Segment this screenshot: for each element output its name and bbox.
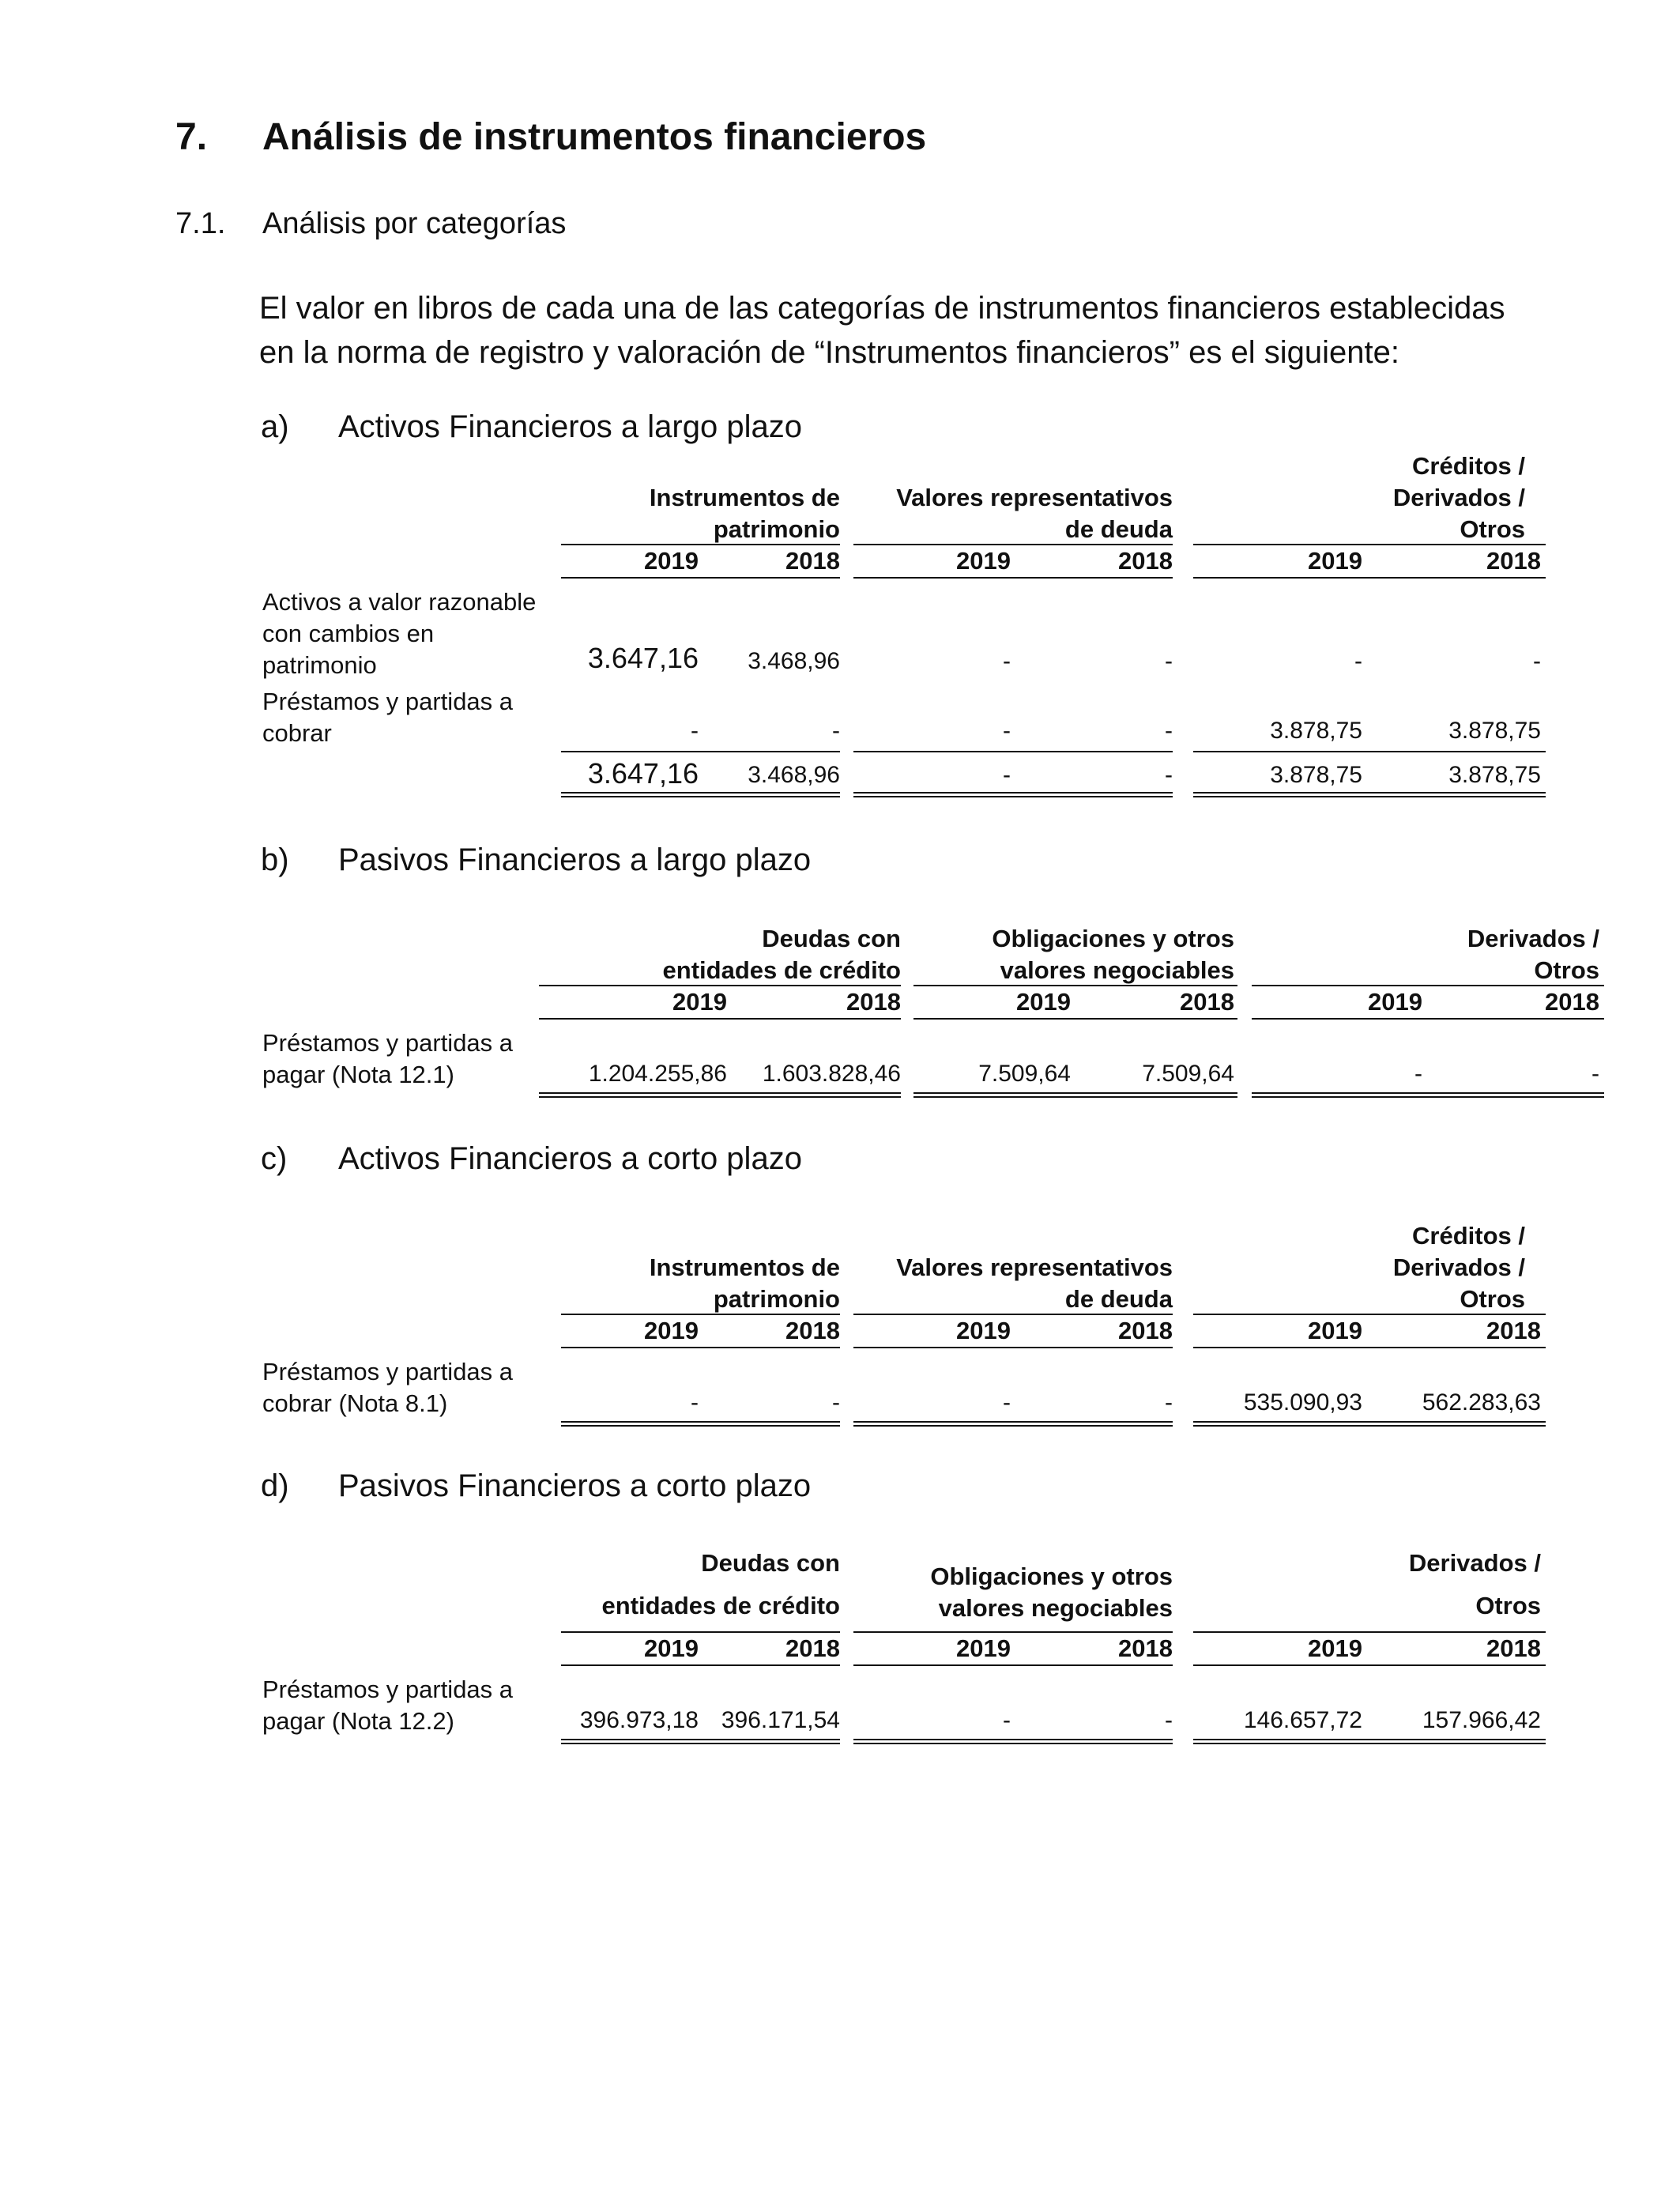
header-line: Obligaciones y otros bbox=[930, 1563, 1173, 1590]
subsection-number: 7.1. bbox=[175, 207, 226, 240]
year-header: 2019 bbox=[1016, 988, 1071, 1016]
subsection-title: Análisis por categorías bbox=[262, 207, 567, 240]
total-cell: 3.878,75 bbox=[1270, 762, 1362, 788]
table-c-group-2-header bbox=[896, 1252, 1173, 1315]
year-header: 2018 bbox=[846, 988, 901, 1016]
year-header: 2018 bbox=[1486, 1317, 1541, 1344]
table-cell: - bbox=[1003, 1389, 1011, 1416]
table-b-group-3-header bbox=[1467, 923, 1599, 986]
section-number: 7. bbox=[175, 116, 208, 158]
header-line: patrimonio bbox=[713, 515, 840, 543]
header-line: entidades de crédito bbox=[601, 1592, 840, 1619]
header-line: valores negociables bbox=[938, 1594, 1173, 1622]
header-line: Valores representativos bbox=[896, 484, 1173, 511]
table-d-letter: d) bbox=[261, 1468, 289, 1503]
table-cell: - bbox=[1003, 718, 1011, 744]
table-cell: - bbox=[1414, 1061, 1422, 1087]
intro-line-2: en la norma de registro y valoración de “Instrumentos financieros” es el siguiente: bbox=[259, 335, 1399, 370]
table-cell: - bbox=[691, 718, 699, 744]
table-a-title: Activos Financieros a largo plazo bbox=[338, 409, 802, 444]
table-cell: - bbox=[1003, 648, 1011, 674]
table-b-title: Pasivos Financieros a largo plazo bbox=[338, 843, 812, 877]
table-cell: - bbox=[1165, 718, 1173, 744]
label-line: con cambios en bbox=[262, 620, 435, 647]
year-header: 2019 bbox=[1308, 1634, 1362, 1662]
year-header: 2018 bbox=[1180, 988, 1234, 1016]
year-header: 2019 bbox=[956, 1634, 1011, 1662]
header-line: Otros bbox=[1534, 956, 1599, 984]
table-a-group-3-header bbox=[1393, 450, 1525, 545]
header-line: Instrumentos de bbox=[649, 1253, 840, 1281]
header-line: Créditos / bbox=[1412, 1222, 1525, 1250]
table-a-letter: a) bbox=[261, 409, 289, 444]
table-cell: 1.603.828,46 bbox=[762, 1061, 901, 1087]
table-cell: - bbox=[1354, 648, 1362, 674]
table-cell: - bbox=[832, 1389, 840, 1416]
table-d-title: Pasivos Financieros a corto plazo bbox=[338, 1468, 812, 1503]
table-cell: 3.878,75 bbox=[1270, 718, 1362, 744]
table-cell: - bbox=[1533, 648, 1541, 674]
table-c-letter: c) bbox=[261, 1141, 288, 1176]
year-header: 2018 bbox=[785, 547, 840, 575]
table-cell: - bbox=[1003, 1707, 1011, 1733]
total-cell: 3.647,16 bbox=[587, 757, 699, 790]
header-line: entidades de crédito bbox=[662, 956, 901, 984]
header-line: Obligaciones y otros bbox=[992, 925, 1234, 952]
table-d-group-3-header bbox=[1409, 1547, 1541, 1622]
table-cell: - bbox=[1165, 1389, 1173, 1416]
header-line: Derivados / bbox=[1392, 1253, 1525, 1281]
year-header: 2019 bbox=[956, 547, 1011, 575]
label-line: patrimonio bbox=[262, 651, 377, 679]
table-c-group-3-header bbox=[1393, 1220, 1525, 1315]
header-line: valores negociables bbox=[1000, 956, 1234, 984]
header-line: Deudas con bbox=[701, 1549, 840, 1577]
table-d-row-1-label bbox=[262, 1674, 513, 1737]
table-b-group-1-header bbox=[663, 923, 901, 986]
table-a-group-1-header bbox=[650, 482, 840, 545]
total-cell: 3.878,75 bbox=[1448, 762, 1541, 788]
header-line: Instrumentos de bbox=[649, 484, 840, 511]
header-line: de deuda bbox=[1064, 1285, 1173, 1313]
label-line: Activos a valor razonable bbox=[262, 588, 537, 616]
header-line: Otros bbox=[1460, 515, 1525, 543]
header-line: Valores representativos bbox=[896, 1253, 1173, 1281]
table-b-group-2-header bbox=[992, 923, 1234, 986]
table-b-row-1-label bbox=[262, 1027, 513, 1091]
year-header: 2019 bbox=[644, 1634, 699, 1662]
header-line: Créditos / bbox=[1412, 452, 1525, 480]
table-cell: 157.966,42 bbox=[1422, 1707, 1541, 1733]
table-cell: 146.657,72 bbox=[1243, 1707, 1362, 1733]
year-header: 2019 bbox=[1308, 547, 1362, 575]
table-cell: 535.090,93 bbox=[1243, 1389, 1362, 1416]
table-cell: 396.973,18 bbox=[579, 1707, 699, 1733]
table-cell: 3.647,16 bbox=[587, 642, 699, 674]
label-line: pagar (Nota 12.2) bbox=[262, 1707, 454, 1735]
year-header: 2018 bbox=[1118, 1317, 1173, 1344]
header-line: Derivados / bbox=[1467, 925, 1599, 952]
table-cell: - bbox=[1591, 1061, 1599, 1087]
header-line: patrimonio bbox=[713, 1285, 840, 1313]
section-title: Análisis de instrumentos financieros bbox=[262, 116, 927, 158]
label-line: cobrar bbox=[262, 719, 332, 747]
table-cell: 396.171,54 bbox=[721, 1707, 840, 1733]
table-c-group-1-header bbox=[650, 1252, 840, 1315]
year-header: 2019 bbox=[1368, 988, 1422, 1016]
header-line: Otros bbox=[1460, 1285, 1525, 1313]
table-a-row-2-label bbox=[262, 686, 513, 749]
header-line: Derivados / bbox=[1408, 1549, 1541, 1577]
year-header: 2018 bbox=[1545, 988, 1599, 1016]
total-cell: 3.468,96 bbox=[748, 762, 840, 788]
year-header: 2018 bbox=[785, 1317, 840, 1344]
table-cell: - bbox=[1165, 648, 1173, 674]
year-header: 2018 bbox=[1486, 1634, 1541, 1662]
year-header: 2018 bbox=[1486, 547, 1541, 575]
table-d-group-1-header bbox=[602, 1547, 840, 1622]
header-line: de deuda bbox=[1064, 515, 1173, 543]
header-line: Deudas con bbox=[762, 925, 901, 952]
table-cell: - bbox=[1165, 1707, 1173, 1733]
label-line: Préstamos y partidas a bbox=[262, 688, 514, 715]
table-c-title: Activos Financieros a corto plazo bbox=[338, 1141, 802, 1176]
table-cell: 7.509,64 bbox=[1142, 1061, 1234, 1087]
label-line: pagar (Nota 12.1) bbox=[262, 1061, 454, 1088]
year-header: 2019 bbox=[644, 547, 699, 575]
table-d-group-2-header bbox=[930, 1561, 1173, 1624]
intro-line-1: El valor en libros de cada una de las categorías de instrumentos financieros establecidas bbox=[259, 291, 1505, 326]
table-a-row-1-label bbox=[262, 586, 536, 681]
table-b-letter: b) bbox=[261, 843, 289, 877]
year-header: 2018 bbox=[1118, 1634, 1173, 1662]
year-header: 2019 bbox=[956, 1317, 1011, 1344]
table-cell: 3.468,96 bbox=[748, 648, 840, 674]
label-line: cobrar (Nota 8.1) bbox=[262, 1389, 448, 1417]
year-header: 2018 bbox=[785, 1634, 840, 1662]
label-line: Préstamos y partidas a bbox=[262, 1029, 514, 1057]
year-header: 2018 bbox=[1118, 547, 1173, 575]
table-c-row-1-label bbox=[262, 1356, 513, 1419]
table-cell: 562.283,63 bbox=[1422, 1389, 1541, 1416]
header-line: Derivados / bbox=[1392, 484, 1525, 511]
year-header: 2019 bbox=[644, 1317, 699, 1344]
total-cell: - bbox=[1003, 762, 1011, 788]
header-line: Otros bbox=[1475, 1592, 1541, 1619]
table-cell: 7.509,64 bbox=[978, 1061, 1071, 1087]
table-cell: - bbox=[832, 718, 840, 744]
table-cell: 3.878,75 bbox=[1448, 718, 1541, 744]
year-header: 2019 bbox=[1308, 1317, 1362, 1344]
year-header: 2019 bbox=[672, 988, 727, 1016]
table-cell: - bbox=[691, 1389, 699, 1416]
label-line: Préstamos y partidas a bbox=[262, 1358, 514, 1385]
total-cell: - bbox=[1165, 762, 1173, 788]
label-line: Préstamos y partidas a bbox=[262, 1676, 514, 1703]
table-cell: 1.204.255,86 bbox=[588, 1061, 727, 1087]
table-a-group-2-header bbox=[896, 482, 1173, 545]
